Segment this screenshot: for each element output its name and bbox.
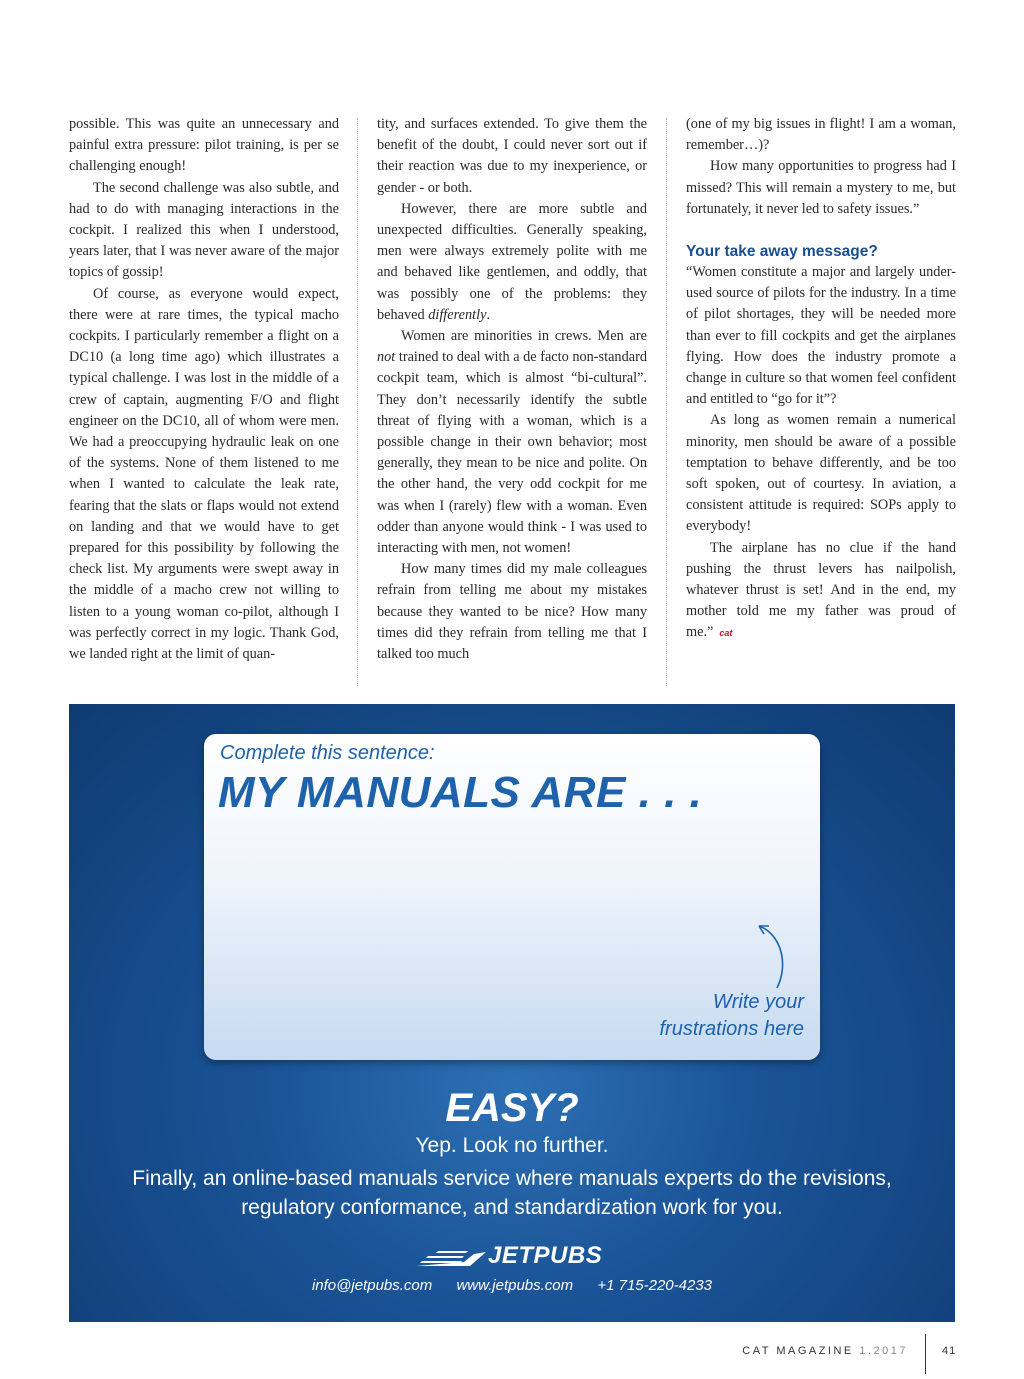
cat-end-mark-logo: cat [719, 628, 733, 639]
jet-swoosh-icon [414, 1244, 488, 1270]
phone-number: +1 715-220-4233 [597, 1277, 713, 1294]
article-paragraph: However, there are more subtle and unexpected difficulties. Generally speaking, men were always extremely polite with me and behaved like gentlemen, and oddly, that was possibly one of the problems: they behaved differently. [377, 200, 647, 323]
issue-number: 1.2017 [859, 1345, 908, 1357]
ad-headline: EASY? [445, 1086, 579, 1130]
footer-magazine [742, 1345, 908, 1357]
article-paragraph: possible. This was quite an unnecessary and painful extra pressure: pilot training, is per se challenging enough! [69, 116, 339, 175]
footer-divider [925, 1334, 926, 1374]
emphasis-differently: differently [428, 306, 487, 323]
section-heading: Your take away message? [686, 243, 878, 261]
column-divider [666, 118, 667, 686]
article-paragraph: Of course, as everyone would expect, there were at rare times, the typical macho cockpits. I particularly remember a flight on a DC10 (a long time ago) which illustrates a typical challenge. I was lost in the middle of a crew of captain, augmenting F/O and flight engineer on the DC10, all of whom were men. We had a preoccupying hydraulic leak on one of the systems. None of them listened to me when I wanted to calculate the leak rate, fearing that the slats or flaps would not extend on landing and that we would have to get prepared for this possibility by following the check list. My arguments were swept away in the middle of a macho crew not willing to listen to a young woman co-pilot, although I was perfectly correct in my logic. Thank God, we landed right at the limit of quan- [69, 285, 339, 663]
article-paragraph: Women are minorities in crews. Men are not trained to deal with a de facto non-standard cockpit team, which is almost “bi-cultural”. They don’t necessarily identify the subtle threat of flying with a woman, which is a possible change in their own behavior; most generally, they mean to be nice and polite. On the other hand, the very odd cockpit for me was when I (rarely) flew with a woman. Even odder than anyone would think - I was used to interacting with men, not women! [377, 328, 647, 557]
ad-subline: Yep. Look no further. [415, 1134, 609, 1157]
card-note: Write your frustrations here [659, 991, 804, 1040]
article-paragraph: (one of my big issues in flight! I am a woman, remember…)? [686, 116, 956, 154]
article-paragraph: “Women constitute a major and largely under-used source of pilots for the industry. In a time of pilot shortages, they will be needed more than ever to fill cockpits and get the airplanes flying. How does the industry promote a change in culture so that women feel confident and entitled to “go for it”? [686, 264, 956, 408]
article-paragraph: The airplane has no clue if the hand pushing the thrust levers has nailpolish, whatever thrust is set! And in the end, my mother told me my father was proud of me.” cat [686, 539, 956, 641]
contact-line [69, 1277, 955, 1294]
article-paragraph: tity, and surfaces extended. To give them the benefit of the doubt, I could never sort out if their reaction was due to my inexperience, or gender - or both. [377, 116, 647, 196]
card-headline: MY MANUALS ARE . . . [218, 768, 703, 817]
card-intro: Complete this sentence: [220, 742, 435, 764]
emphasis-not: not [377, 349, 396, 366]
article-paragraph: How many opportunities to progress had I missed? This will remain a mystery to me, but fortunately, it never led to safety issues.” [686, 158, 956, 217]
website-link[interactable]: www.jetpubs.com [456, 1277, 574, 1294]
email-link[interactable]: info@jetpubs.com [311, 1277, 433, 1294]
jetpubs-advertisement [69, 704, 955, 1322]
article-column-3 [686, 114, 956, 645]
article-paragraph: How many times did my male colleagues refrain from telling me about my mistakes because they wanted to be nice? How many times did they refrain from telling me that I talked too much [377, 561, 647, 663]
page-number: 41 [942, 1345, 957, 1357]
article-column-1 [69, 114, 339, 665]
brand-name: JETPUBS [488, 1242, 603, 1269]
ad-body: Finally, an online-based manuals service where manuals experts do the revisions, regulatory conformance, and standardization work for you. [132, 1167, 892, 1219]
fill-in-card [204, 734, 820, 1060]
magazine-name: CAT MAGAZINE [742, 1345, 854, 1357]
article-paragraph: The second challenge was also subtle, and had to do with managing interactions in the cockpit. I realized this when I understood, years later, that I was never aware of the major topics of gossip! [69, 179, 339, 281]
column-divider [357, 118, 358, 686]
article-column-2 [377, 114, 647, 665]
curved-arrow-icon [749, 914, 809, 994]
article-paragraph: As long as women remain a numerical minority, men should be aware of a possible temptation to behave differently, and be too soft spoken, out of courtesy. In aviation, a consistent attitude is required: SOPs apply to everybody! [686, 412, 956, 535]
